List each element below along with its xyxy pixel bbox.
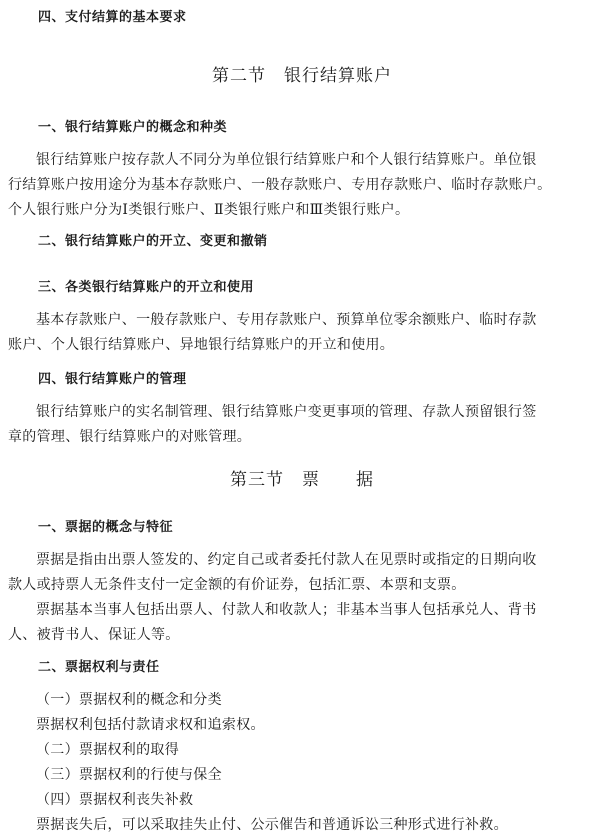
list-item: （四）票据权利丧失补救 xyxy=(36,792,194,808)
paragraph-account-management xyxy=(8,400,596,450)
paragraph-line: 章的管理、银行结算账户的对账管理。 xyxy=(8,429,252,445)
paragraph-line: 款人或持票人无条件支付一定金额的有价证券，包括汇票、本票和支票。 xyxy=(8,577,466,593)
heading-bill-rights: 二、票据权利与责任 xyxy=(38,660,160,675)
paragraph-line: 账户、个人银行结算账户、异地银行结算账户的开立和使用。 xyxy=(8,337,395,353)
paragraph-line: 行结算账户按用途分为基本存款账户、一般存款账户、专用存款账户、临时存款账户。 xyxy=(8,177,552,193)
list-item: 票据权利包括付款请求权和追索权。 xyxy=(36,717,265,733)
heading-account-open-use: 三、各类银行结算账户的开立和使用 xyxy=(38,280,255,295)
paragraph-line: 银行结算账户按存款人不同分为单位银行结算账户和个人银行结算账户。单位银 xyxy=(36,152,537,168)
paragraph-line: 基本存款账户、一般存款账户、专用存款账户、预算单位零余额账户、临时存款 xyxy=(36,312,537,328)
heading-account-management: 四、银行结算账户的管理 xyxy=(38,372,187,387)
list-item: （一）票据权利的概念和分类 xyxy=(36,692,222,708)
paragraph-line: 票据是指由出票人签发的、约定自己或者委托付款人在见票时或指定的日期向收 xyxy=(36,552,537,568)
paragraph-bill-definition xyxy=(8,548,596,598)
list-item: （二）票据权利的取得 xyxy=(36,742,179,758)
paragraph-account-types xyxy=(8,148,596,223)
heading-bill-concept: 一、票据的概念与特征 xyxy=(38,520,174,535)
paragraph-bill-parties xyxy=(8,598,596,648)
paragraph-line: 银行结算账户的实名制管理、银行结算账户变更事项的管理、存款人预留银行签 xyxy=(36,404,537,420)
paragraph-line: 个人银行账户分为Ⅰ类银行账户、Ⅱ类银行账户和Ⅲ类银行账户。 xyxy=(8,202,410,218)
paragraph-account-open-use xyxy=(8,308,596,358)
list-item: 票据丧失后，可以采取挂失止付、公示催告和普通诉讼三种形式进行补救。 xyxy=(36,817,508,833)
heading-account-concept: 一、银行结算账户的概念和种类 xyxy=(38,120,228,135)
section-title-bank-accounts: 第二节 银行结算账户 xyxy=(212,66,392,86)
heading-account-open-change-close: 二、银行结算账户的开立、变更和撤销 xyxy=(38,234,268,249)
list-bill-rights xyxy=(8,688,596,838)
paragraph-line: 人、被背书人、保证人等。 xyxy=(8,627,180,643)
section-title-bills: 第三节 票 据 xyxy=(230,470,374,490)
list-item: （三）票据权利的行使与保全 xyxy=(36,767,222,783)
heading-payment-requirements: 四、支付结算的基本要求 xyxy=(38,10,187,25)
paragraph-line: 票据基本当事人包括出票人、付款人和收款人；非基本当事人包括承兑人、背书 xyxy=(36,602,537,618)
